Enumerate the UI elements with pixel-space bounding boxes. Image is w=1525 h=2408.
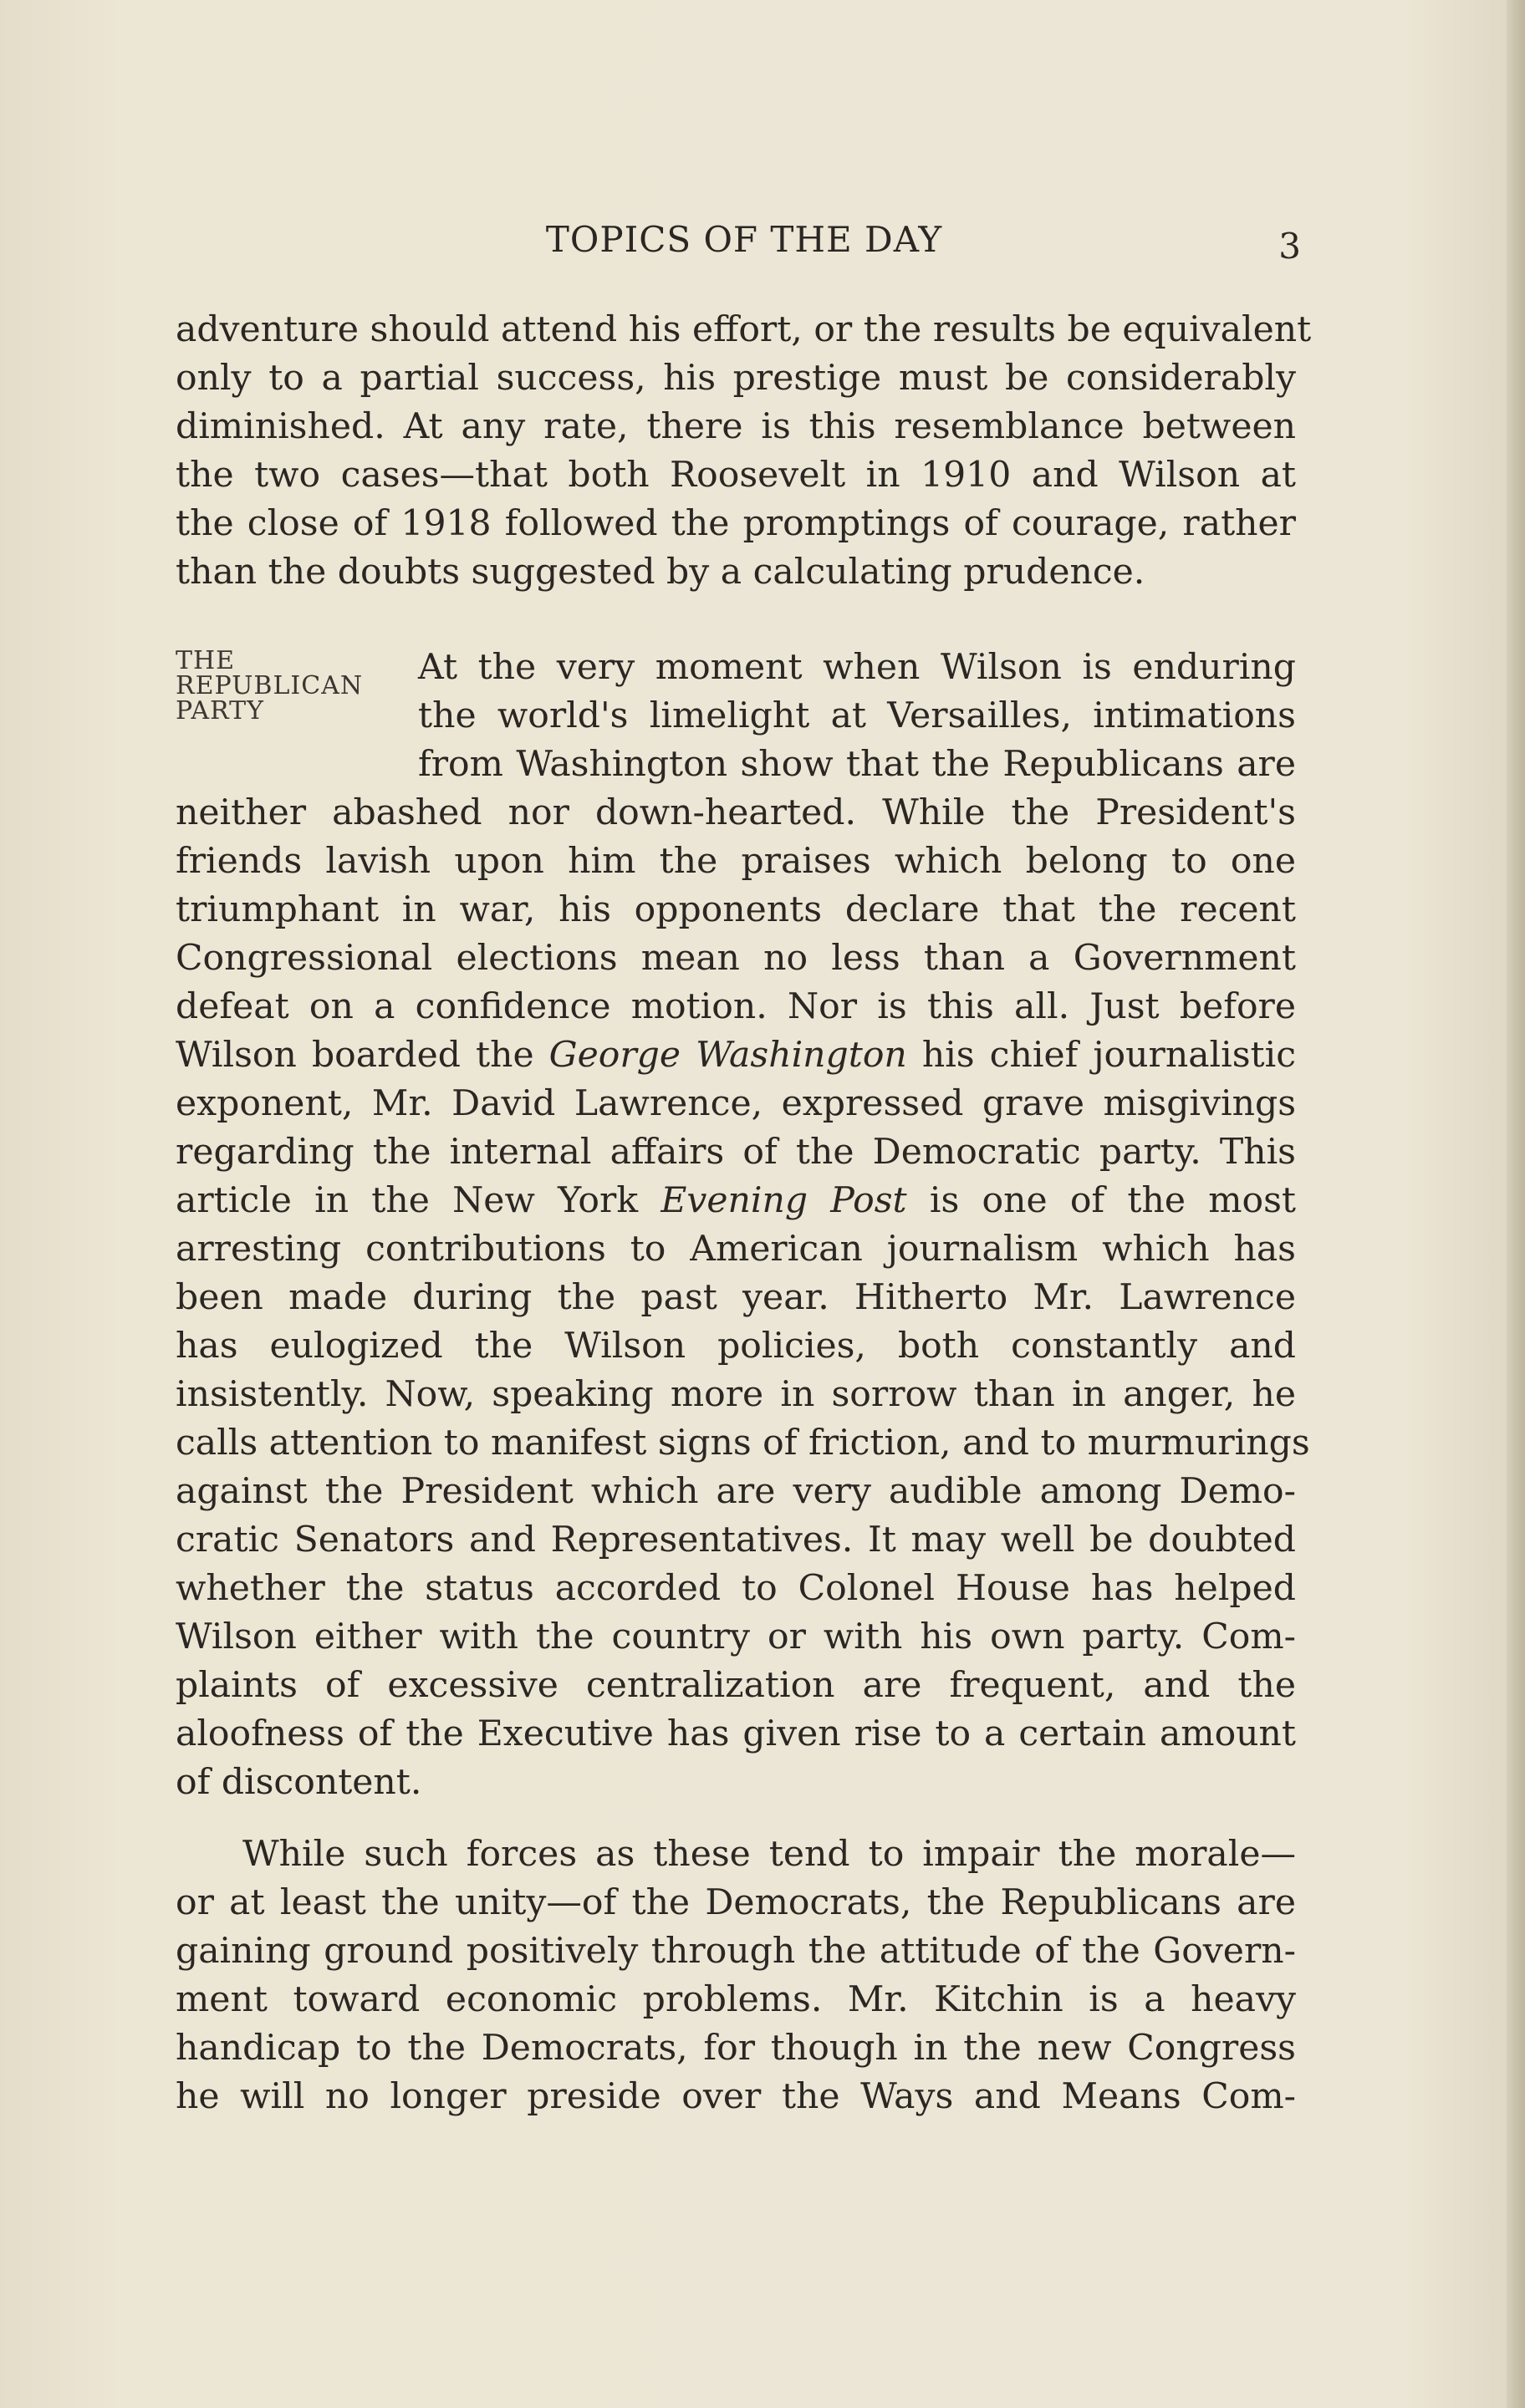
section-republican-party xyxy=(176,644,1310,1807)
body-text xyxy=(176,306,1312,2121)
text-line: the close of 1918 followed the promptings of courage, rather xyxy=(176,503,1296,544)
text-line: of discontent. xyxy=(176,1762,422,1803)
text-line: he will no longer preside over the Ways and Means Com- xyxy=(176,2076,1296,2117)
text-line: or at least the unity—of the Democrats, the Republicans are xyxy=(176,1882,1296,1923)
side-heading-line: PARTY xyxy=(176,696,264,725)
text-line: than the doubts suggested by a calculating prudence. xyxy=(176,552,1145,593)
text-line: While such forces as these tend to impair the morale— xyxy=(242,1834,1296,1875)
paragraph-1 xyxy=(176,306,1312,597)
side-heading-line: THE xyxy=(176,646,236,675)
text-line: against the President which are very audible among Demo- xyxy=(176,1471,1296,1512)
text-line: insistently. Now, speaking more in sorrow than in anger, he xyxy=(176,1374,1296,1415)
running-header xyxy=(176,219,1313,269)
text-line: Wilson boarded the George Washington his chief journalistic xyxy=(176,1035,1297,1076)
text-line: handicap to the Democrats, for though in the new Congress xyxy=(176,2028,1296,2069)
text-line: the world's limelight at Versailles, intimations xyxy=(418,695,1296,736)
text-line: triumphant in war, his opponents declare that the recent xyxy=(176,889,1296,930)
text-line: only to a partial success, his prestige must be considerably xyxy=(176,358,1296,399)
text-line: the two cases—that both Roosevelt in 1910 and Wilson at xyxy=(176,455,1296,496)
text-line: gaining ground positively through the attitude of the Govern- xyxy=(176,1931,1296,1972)
text-line: arresting contributions to American journalism which has xyxy=(176,1229,1296,1270)
text-line: article in the New York Evening Post is one of the most xyxy=(176,1180,1296,1221)
page-number: 3 xyxy=(1278,226,1301,267)
text-line: cratic Senators and Representatives. It may well be doubted xyxy=(176,1520,1296,1560)
text-line: friends lavish upon him the praises which belong to one xyxy=(176,841,1296,882)
newspaper-name: Evening Post xyxy=(660,1180,907,1221)
text-line: aloofness of the Executive has given rise to a certain amount xyxy=(176,1713,1296,1754)
text-line: has eulogized the Wilson policies, both constantly and xyxy=(176,1326,1296,1367)
text-line: adventure should attend his effort, or the results be equivalent xyxy=(176,309,1312,350)
text-line: regarding the internal affairs of the Democratic party. This xyxy=(176,1132,1296,1173)
text-line: At the very moment when Wilson is enduring xyxy=(418,647,1296,688)
text-line: whether the status accorded to Colonel House has helped xyxy=(176,1568,1296,1609)
ship-name: George Washington xyxy=(548,1035,907,1076)
side-heading xyxy=(176,646,418,725)
text-line: Wilson either with the country or with his own party. Com- xyxy=(176,1616,1296,1657)
text-line: from Washington show that the Republicans are xyxy=(418,744,1296,785)
text-line: plaints of excessive centralization are frequent, and the xyxy=(176,1665,1296,1706)
side-heading-line: REPUBLICAN xyxy=(176,671,364,700)
text-line: ment toward economic problems. Mr. Kitchin is a heavy xyxy=(176,1979,1296,2020)
text-line: neither abashed nor down-hearted. While the President's xyxy=(176,792,1296,833)
text-line: calls attention to manifest signs of friction, and to murmurings xyxy=(176,1423,1310,1464)
text-line: Congressional elections mean no less than a Government xyxy=(176,938,1296,979)
paragraph-3 xyxy=(176,1830,1296,2121)
text-line: exponent, Mr. David Lawrence, expressed grave misgivings xyxy=(176,1083,1296,1124)
text-line: diminished. At any rate, there is this resemblance between xyxy=(176,406,1296,447)
text-line: been made during the past year. Hitherto Mr. Lawrence xyxy=(176,1277,1296,1318)
running-title: TOPICS OF THE DAY xyxy=(545,219,943,260)
page-edge-shadow xyxy=(1507,0,1525,2408)
text-line: defeat on a confidence motion. Nor is this all. Just before xyxy=(176,986,1296,1027)
